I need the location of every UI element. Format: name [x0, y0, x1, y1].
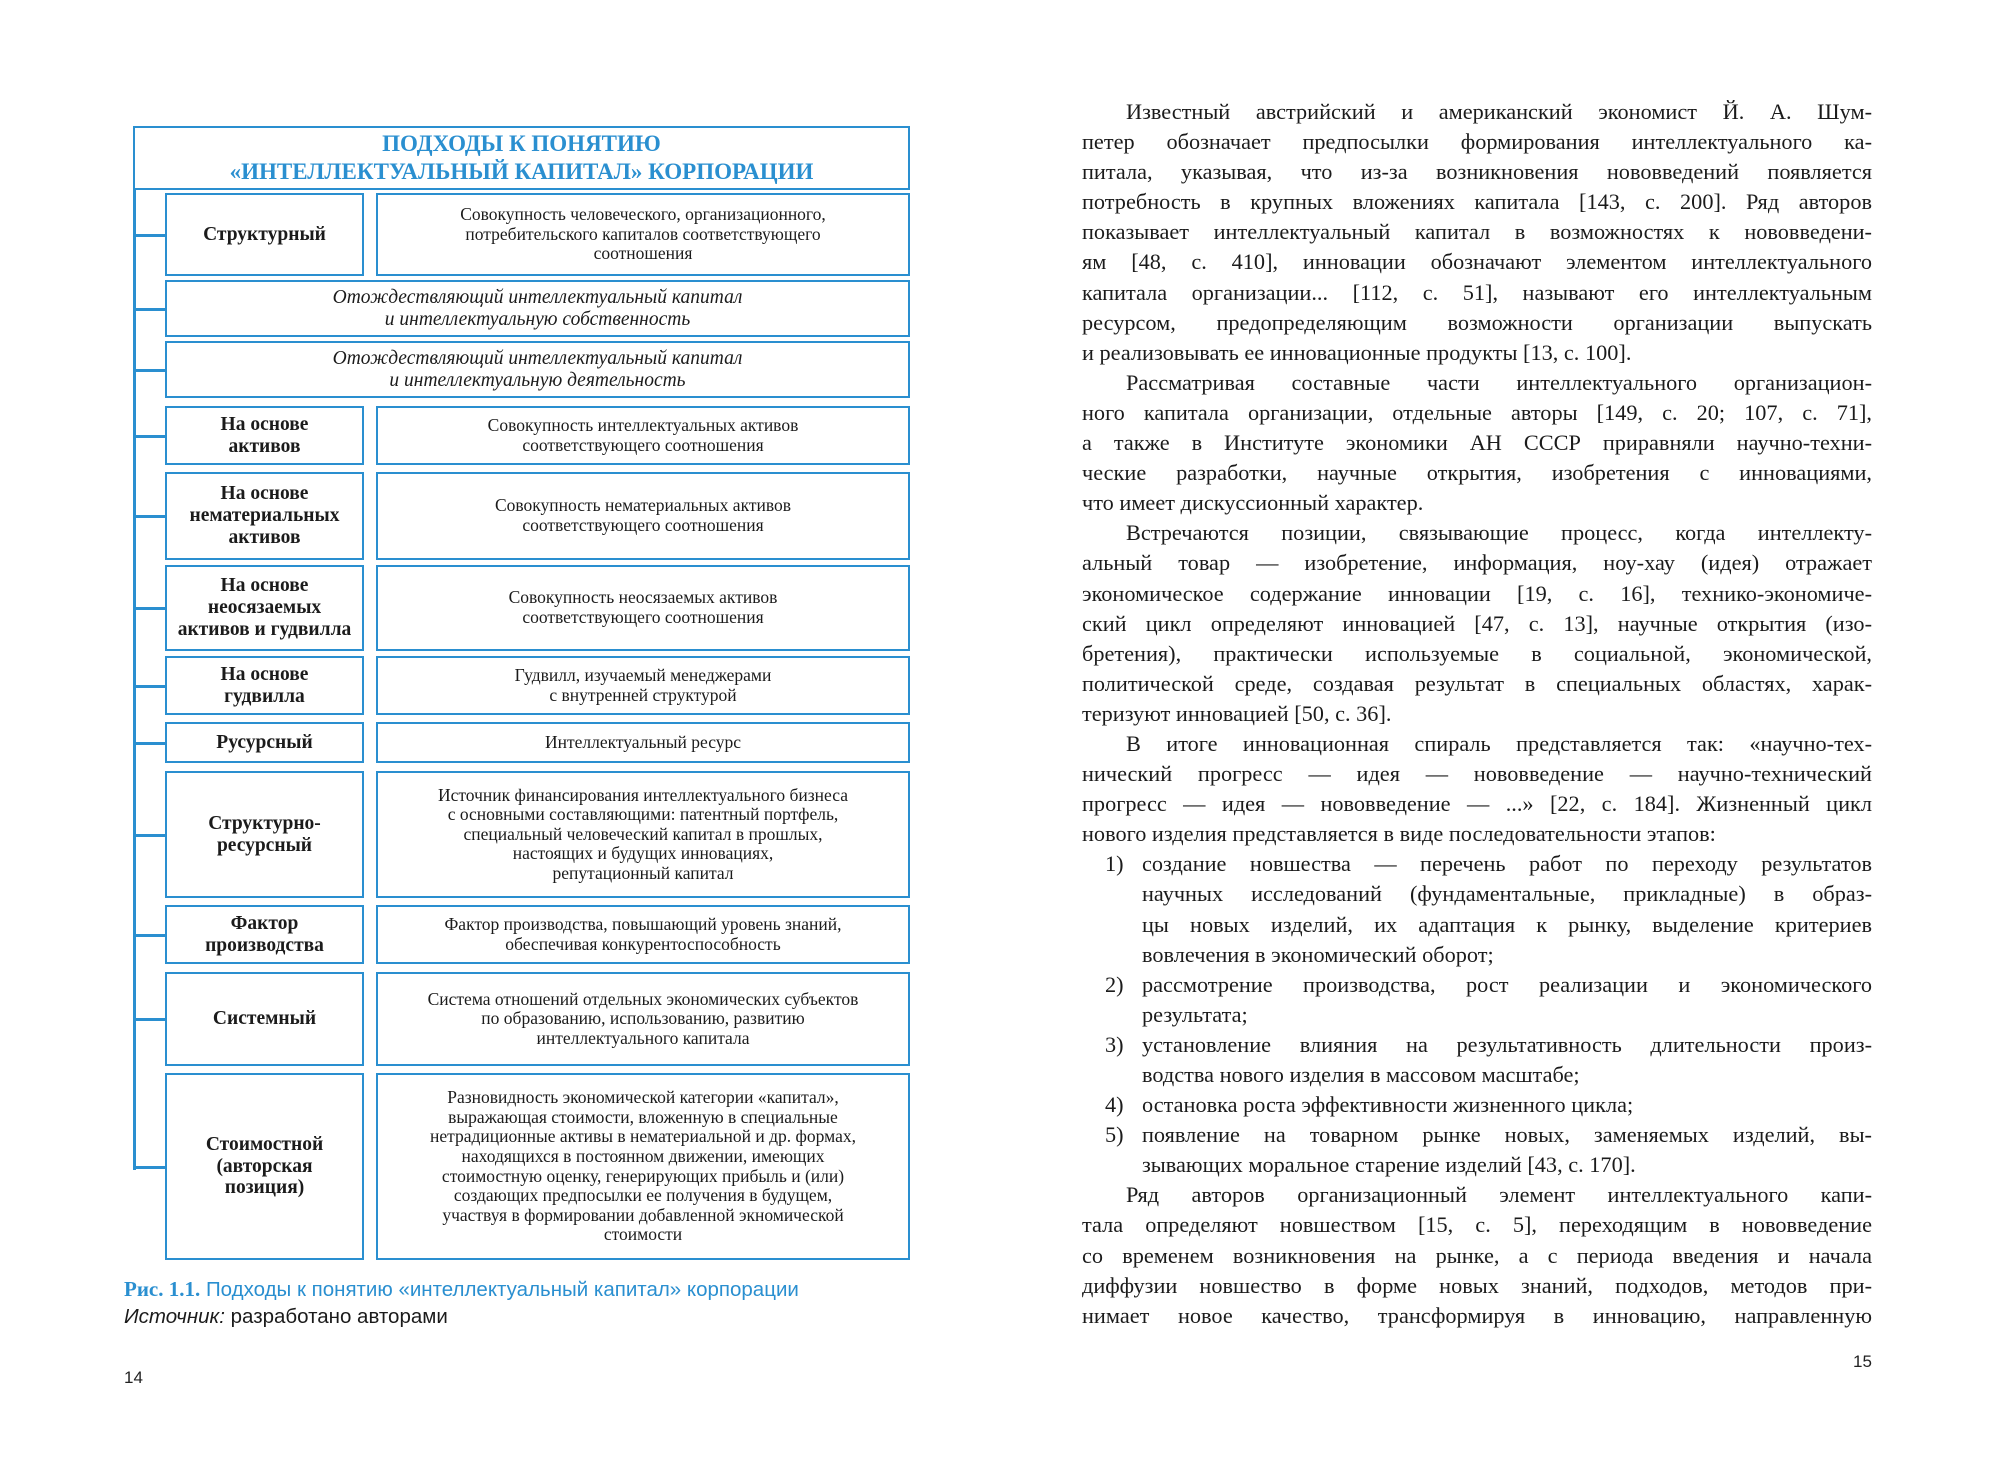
diagram-connector-branch [133, 369, 165, 372]
diagram-connector-branch [133, 1166, 165, 1169]
list-item [1082, 849, 1872, 969]
list-item [1082, 970, 1872, 1030]
list-item-line: результата; [1142, 1001, 1248, 1027]
text-line: потребность в крупных вложениях капитала [143, с. 200]. Ряд авторов [1082, 189, 1872, 215]
text-line: нический прогресс — идея — нововведение — научно-технический [1082, 761, 1872, 787]
list-item [1082, 1090, 1872, 1120]
approach-name: На основе нематериальных активов [165, 472, 364, 560]
approach-description: Совокупность человеческого, организационного, потребительского капиталов соответствующего соотношения [376, 193, 910, 276]
approach-description: Совокупность неосязаемых активов соответствующего соотношения [376, 565, 910, 651]
list-item-number: 3) [1105, 1031, 1124, 1057]
text-line: показывает интеллектуальный капитал в возможностях к нововведени- [1082, 219, 1872, 245]
approach-description: Фактор производства, повышающий уровень знаний, обеспечивая конкурентоспособность [376, 905, 910, 964]
text-line: а также в Институте экономики АН СССР приравняли научно-техни- [1082, 430, 1872, 456]
diagram-connector-branch [133, 515, 165, 518]
list-item-line: зывающих моральное старение изделий [43, с. 170]. [1142, 1152, 1636, 1178]
diagram-connector-branch [133, 685, 165, 688]
text-line: экономическое содержание инновации [19, с. 16], технико-экономиче- [1082, 580, 1872, 606]
diagram-connector-branch [133, 607, 165, 610]
text-line: ям [48, с. 410], инновации обозначают элементом интеллектуального [1082, 249, 1872, 275]
approach-description: Источник финансирования интеллектуального бизнеса с основными составляющими: патентный портфель, специальный человеческий капитал в прошлых, настоящих и будущих инновациях, репутационный капитал [376, 771, 910, 898]
diagram-connector-trunk [133, 190, 136, 1170]
approach-name: На основе активов [165, 406, 364, 465]
list-item-line: рассмотрение производства, рост реализации и экономического [1142, 971, 1872, 997]
approach-name: Русурсный [165, 722, 364, 763]
list-item-number: 4) [1105, 1092, 1124, 1118]
list-item-line: установление влияния на результативность длительности произ- [1142, 1031, 1872, 1057]
approach-description: Совокупность интеллектуальных активов соответствующего соотношения [376, 406, 910, 465]
text-line: диффузии новшество в форме новых знаний, подходов, методов при- [1082, 1272, 1872, 1298]
text-line: нимает новое качество, трансформируя в инновацию, направленную [1082, 1302, 1872, 1328]
approach-description: Разновидность экономической категории «капитал», выражающая стоимости, вложенную в специальные нетрадиционные активы в нематериальной и др. формах, находящихся в постоянном движении, имеющих стоимостную оценку, генерирующих прибыль и (или) создающих предпосылки ее получения в будущем, участвуя в формировании добавленной экномической стоимости [376, 1073, 910, 1260]
text-line: бретения), практически используемые в социальной, экономической, [1082, 640, 1872, 666]
diagram-connector-branch [133, 1018, 165, 1021]
list-item [1082, 1120, 1872, 1180]
diagram-connector-branch [133, 308, 165, 311]
figure-caption [124, 1277, 799, 1302]
text-line: тала определяют новшеством [15, с. 5], переходящим в нововведение [1082, 1212, 1872, 1238]
text-line: ресурсом, предопределяющим возможности организации выпускать [1082, 309, 1872, 335]
list-item-number: 1) [1105, 851, 1124, 877]
caption-text: Подходы к понятию «интеллектуальный капитал» корпорации [200, 1278, 799, 1301]
text-line: Ряд авторов организационный элемент интеллектуального капи- [1126, 1182, 1872, 1208]
text-line: и реализовывать ее инновационные продукты [13, с. 100]. [1082, 339, 1632, 365]
text-line: Известный австрийский и американский экономист Й. А. Шум- [1126, 99, 1872, 124]
list-item-line: создание новшества — перечень работ по переходу результатов [1142, 851, 1872, 877]
diagram-connector-branch [133, 834, 165, 837]
approach-name: На основе гудвилла [165, 656, 364, 715]
approach-name: Системный [165, 972, 364, 1066]
text-line: альный товар — изобретение, информация, ноу-хау (идея) отражает [1082, 550, 1872, 576]
approach-name: Стоимостной (авторская позиция) [165, 1073, 364, 1260]
list-item-line: научных исследований (фундаментальные, прикладные) в образ- [1142, 881, 1872, 907]
page-number-right: 15 [1853, 1352, 1872, 1371]
source-text: разработано авторами [224, 1305, 448, 1328]
approach-description: Интеллектуальный ресурс [376, 722, 910, 763]
approach-name: Фактор производства [165, 905, 364, 964]
text-line: питала, указывая, что из-за возникновения нововведений появляется [1082, 159, 1872, 185]
text-line: прогресс — идея — нововведение — ...» [22, с. 184]. Жизненный цикл [1082, 791, 1872, 817]
diagram-title: ПОДХОДЫ К ПОНЯТИЮ «ИНТЕЛЛЕКТУАЛЬНЫЙ КАПИТАЛ» КОРПОРАЦИИ [133, 126, 910, 190]
list-item-line: остановка роста эффективности жизненного цикла; [1142, 1092, 1634, 1118]
list-item-line: появление на товарном рынке новых, заменяемых изделий, вы- [1142, 1122, 1872, 1148]
text-line: политической среде, создавая результат в специальных областях, харак- [1082, 670, 1872, 696]
diagram-connector-branch [133, 234, 165, 237]
diagram-connector-branch [133, 742, 165, 745]
text-line: ский цикл определяют инновацией [47, с. 13], научные открытия (изо- [1082, 610, 1872, 636]
approach-name: Структурный [165, 193, 364, 276]
caption-label: Рис. 1.1. [124, 1277, 201, 1301]
text-line: ного капитала организации, отдельные авторы [149, с. 20; 107, с. 71], [1082, 399, 1872, 425]
list-item-number: 2) [1105, 971, 1124, 997]
text-line: петер обозначает предпосылки формирования интеллектуального ка- [1082, 129, 1872, 155]
text-line: ческие разработки, научные открытия, изобретения с инновациями, [1082, 460, 1872, 486]
text-line: Встречаются позиции, связывающие процесс, когда интеллекту- [1126, 520, 1872, 546]
list-item-number: 5) [1105, 1122, 1124, 1148]
approach-name: На основе неосязаемых активов и гудвилла [165, 565, 364, 651]
approach-description: Гудвилл, изучаемый менеджерами с внутренней структурой [376, 656, 910, 715]
approach-box-wide: Отождествляющий интеллектуальный капитал и интеллектуальную деятельность [165, 341, 910, 398]
text-line: В итоге инновационная спираль представляется так: «научно-тех- [1126, 730, 1872, 756]
text-line: теризуют инновацией [50, с. 36]. [1082, 700, 1392, 726]
text-line: капитала организации... [112, с. 51], называют его интеллектуальным [1082, 279, 1872, 305]
approach-box-wide: Отождествляющий интеллектуальный капитал и интеллектуальную собственность [165, 280, 910, 337]
approach-description: Совокупность нематериальных активов соответствующего соотношения [376, 472, 910, 560]
text-line: что имеет дискуссионный характер. [1082, 490, 1424, 516]
approach-description: Система отношений отдельных экономических субъектов по образованию, использованию, развитию интеллектуального капитала [376, 972, 910, 1066]
source-label: Источник: [124, 1305, 225, 1328]
figure-source [124, 1305, 448, 1329]
list-item-line: цы новых изделий, их адаптация к рынку, выделение критериев [1142, 911, 1872, 937]
list-item-line: вовлечения в экономический оборот; [1142, 941, 1494, 967]
text-line: Рассматривая составные части интеллектуального организацион- [1126, 369, 1872, 395]
list-item-line: водства нового изделия в массовом масштабе; [1142, 1062, 1580, 1087]
list-item [1082, 1030, 1872, 1090]
page-number-left: 14 [124, 1368, 143, 1387]
text-line: со временем возникновения на рынке, а с периода введения и начала [1082, 1242, 1872, 1268]
text-line: нового изделия представляется в виде последовательности этапов: [1082, 821, 1716, 847]
body-text [1082, 97, 1872, 1331]
approach-name: Структурно- ресурсный [165, 771, 364, 898]
diagram-connector-branch [133, 934, 165, 937]
diagram-connector-branch [133, 435, 165, 438]
